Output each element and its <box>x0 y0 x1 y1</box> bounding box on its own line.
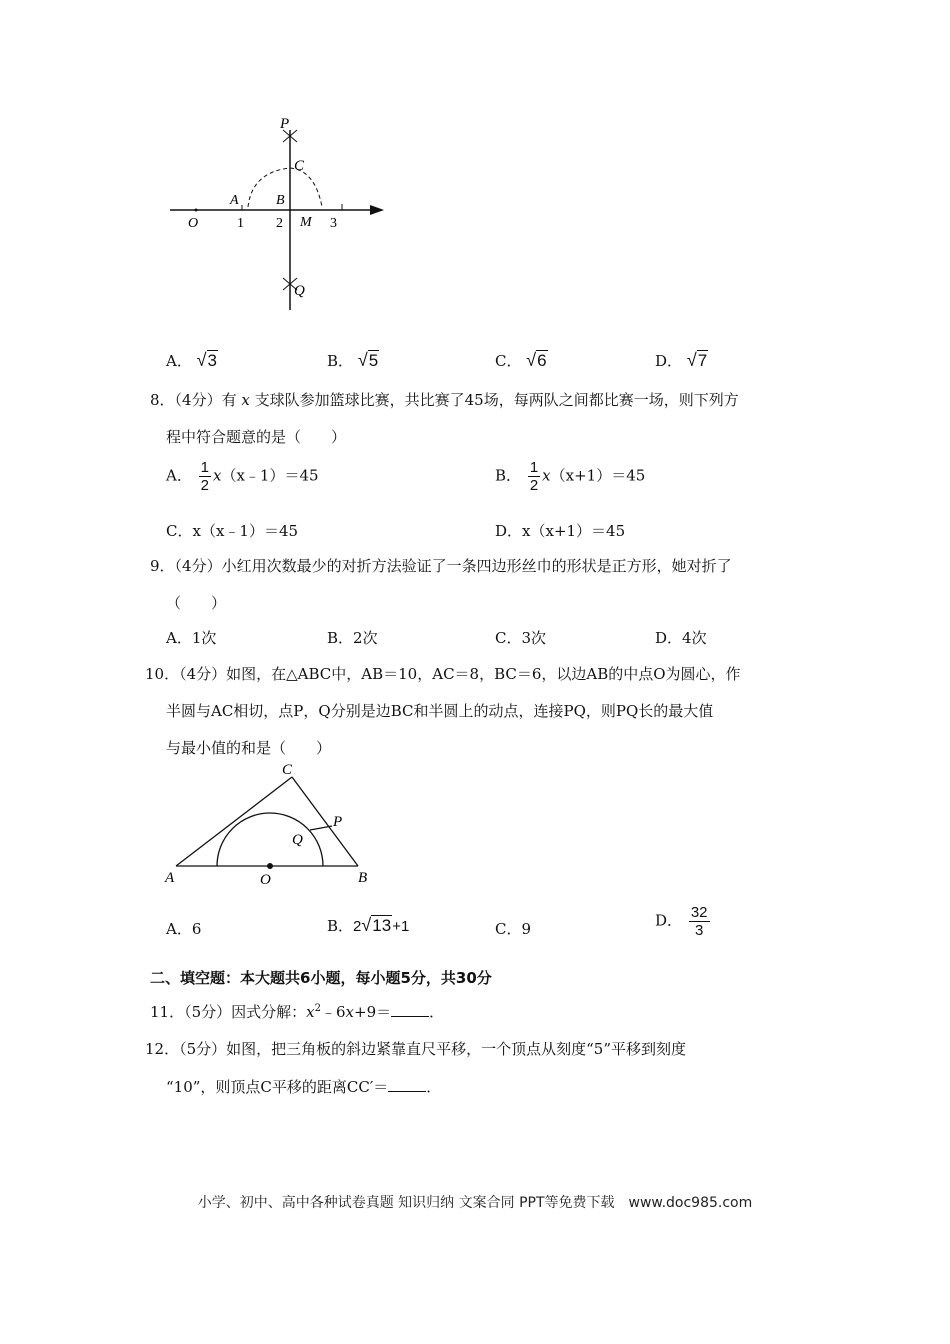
q8-option-d[interactable] <box>495 520 625 541</box>
side-BC <box>292 777 358 866</box>
tick-label-1: 1 <box>237 216 244 231</box>
arc-dashed <box>248 168 322 207</box>
option-text: （x+1）＝45 <box>550 466 646 485</box>
radicand: 13 <box>372 916 392 935</box>
question-number: 10． <box>145 665 180 683</box>
question-number: 12． <box>145 1040 180 1058</box>
option-label: C． <box>495 920 522 938</box>
option-label: B． <box>327 352 354 370</box>
q10-option-d[interactable] <box>655 905 712 938</box>
label-A: A <box>230 193 239 208</box>
triangle-semicircle-figure <box>160 760 390 890</box>
option-label: D． <box>655 911 683 930</box>
variable: x <box>345 1003 355 1021</box>
origin-dot <box>195 209 198 212</box>
q12-stem-line1 <box>145 1038 686 1059</box>
q8-stem-line1 <box>150 389 739 410</box>
option-label: A． <box>166 466 192 485</box>
q10-option-a[interactable] <box>166 918 201 939</box>
label-B: B <box>276 193 285 208</box>
segment-PQ <box>310 826 332 830</box>
question-score: （4分） <box>179 665 227 683</box>
coefficient: 2 <box>353 918 362 935</box>
question-score: （5分） <box>179 1040 227 1058</box>
variable: x <box>306 1003 315 1021</box>
stem-text: 因式分解： <box>231 1003 307 1021</box>
question-number: 11． <box>150 1003 185 1021</box>
option-text: x（x+1）＝45 <box>522 522 626 540</box>
sqrt-expression: √3 <box>196 350 217 370</box>
stem-text: 支球队参加篮球比赛，共比赛了45场，每两队之间都比赛一场，则下列方 <box>254 391 739 409</box>
expr-part: +9＝ <box>354 1003 392 1021</box>
option-label: D． <box>655 352 683 370</box>
radicand: 5 <box>368 351 379 370</box>
label-Q: Q <box>294 283 305 299</box>
option-label: B． <box>327 629 354 647</box>
q7-option-a[interactable] <box>166 350 218 371</box>
q9-option-c[interactable] <box>495 627 546 648</box>
label-B: B <box>358 870 368 886</box>
stem-text: “10”，则顶点C平移的距离CC′＝ <box>166 1078 389 1096</box>
q10-stem-line2: 半圆与AC相切，点P，Q分别是边BC和半圆上的动点，连接PQ，则PQ长的最大值 <box>166 702 714 720</box>
label-M: M <box>300 215 312 230</box>
exponent: 2 <box>314 1003 321 1014</box>
q8-option-b[interactable] <box>495 460 645 493</box>
sqrt-expression: √6 <box>526 350 547 370</box>
radicand: 6 <box>537 351 547 370</box>
label-Q: Q <box>292 832 303 848</box>
end-mark: ． <box>426 1078 442 1096</box>
numerator: 32 <box>690 904 708 921</box>
fraction <box>689 905 710 938</box>
q10-option-b[interactable] <box>327 915 409 936</box>
option-label: C． <box>495 352 522 370</box>
stem-text: 小红用次数最少的对折方法验证了一条四边形丝巾的形状是正方形，她对折了 <box>221 557 732 575</box>
question-score: （4分） <box>174 391 222 409</box>
option-label: A． <box>166 629 192 647</box>
q12-stem-line2 <box>166 1076 441 1097</box>
option-text: 3次 <box>521 629 547 647</box>
option-text: 1次 <box>191 629 217 647</box>
sqrt-expression: √5 <box>357 350 379 370</box>
q7-option-d[interactable] <box>655 350 708 371</box>
fraction <box>199 460 211 493</box>
variable: x <box>542 466 551 485</box>
option-suffix: +1 <box>392 918 410 935</box>
stem-text: 有 <box>221 391 237 409</box>
option-label: D． <box>655 629 683 647</box>
denominator: 3 <box>694 922 704 939</box>
question-score: （4分） <box>174 557 222 575</box>
q10-stem-line3: 与最小值的和是（ ） <box>166 739 332 757</box>
q8-stem-line2: 程中符合题意的是（ ） <box>166 428 347 446</box>
q10-stem-line1 <box>145 663 741 684</box>
answer-blank[interactable] <box>388 1079 426 1092</box>
stem-text: 如图，把三角板的斜边紧靠直尺平移，一个顶点从刻度“5”平移到刻度 <box>226 1040 687 1058</box>
q10-option-c[interactable] <box>495 918 531 939</box>
side-AC <box>176 777 292 866</box>
q8-option-c[interactable] <box>166 520 298 541</box>
option-label: A． <box>166 352 192 370</box>
label-O: O <box>260 872 271 888</box>
option-text: 2次 <box>353 629 378 647</box>
option-label: C． <box>166 522 193 540</box>
q9-option-d[interactable] <box>655 627 707 648</box>
option-text: 9 <box>521 920 532 938</box>
label-C: C <box>282 762 293 778</box>
option-label: B． <box>495 466 522 485</box>
fraction <box>528 460 540 493</box>
axis-arrow-icon <box>370 205 384 215</box>
section-heading: 二、填空题：本大题共6小题，每小题5分，共30分 <box>150 969 492 987</box>
denominator: 2 <box>529 477 539 494</box>
label-P: P <box>333 814 343 830</box>
sqrt-expression: √7 <box>686 350 708 370</box>
q9-stem-line1 <box>150 555 732 576</box>
page-footer: 小学、初中、高中各种试卷真题 知识归纳 文案合同 PPT等免费下载 www.doc985.com <box>197 1195 753 1211</box>
numerator: 1 <box>200 459 209 476</box>
denominator: 2 <box>200 477 209 494</box>
radicand: 3 <box>207 351 217 370</box>
option-label: D． <box>495 522 523 540</box>
option-label: A． <box>166 920 192 938</box>
label-C: C <box>294 158 305 174</box>
q11-stem <box>150 1001 444 1022</box>
label-O: O <box>188 216 199 231</box>
q7-option-b[interactable] <box>327 350 379 371</box>
tick-label-3: 3 <box>330 216 337 231</box>
label-P: P <box>280 116 290 132</box>
q9-option-b[interactable] <box>327 627 378 648</box>
variable: x <box>212 466 222 485</box>
label-A: A <box>165 870 175 886</box>
option-text: 6 <box>191 920 202 938</box>
q7-option-c[interactable] <box>495 350 548 371</box>
expr-part: ﹣6 <box>321 1003 346 1021</box>
option-text: x（x﹣1）＝45 <box>192 522 299 540</box>
radicand: 7 <box>697 351 708 370</box>
center-O-dot <box>267 863 273 869</box>
option-text: 4次 <box>682 629 707 647</box>
question-number: 9． <box>150 557 175 575</box>
tick-label-2: 2 <box>276 216 283 231</box>
sqrt-expression: √13 <box>361 915 392 935</box>
option-label: B． <box>327 917 354 935</box>
number-line-figure <box>160 110 400 320</box>
end-mark: ． <box>429 1003 445 1021</box>
stem-text: 如图，在△ABC中，AB＝10，AC＝8，BC＝6，以边AB的中点O为圆心，作 <box>226 665 741 683</box>
option-text: （x﹣1）＝45 <box>221 466 319 485</box>
q9-stem-line2: （ ） <box>166 594 227 612</box>
numerator: 1 <box>529 459 539 476</box>
semicircle <box>217 813 323 866</box>
q8-option-a[interactable] <box>166 460 319 493</box>
answer-blank[interactable] <box>391 1004 429 1017</box>
question-score: （5分） <box>184 1003 232 1021</box>
variable: x <box>241 391 250 409</box>
option-label: C． <box>495 629 522 647</box>
question-number: 8． <box>150 391 175 409</box>
q9-option-a[interactable] <box>166 627 216 648</box>
